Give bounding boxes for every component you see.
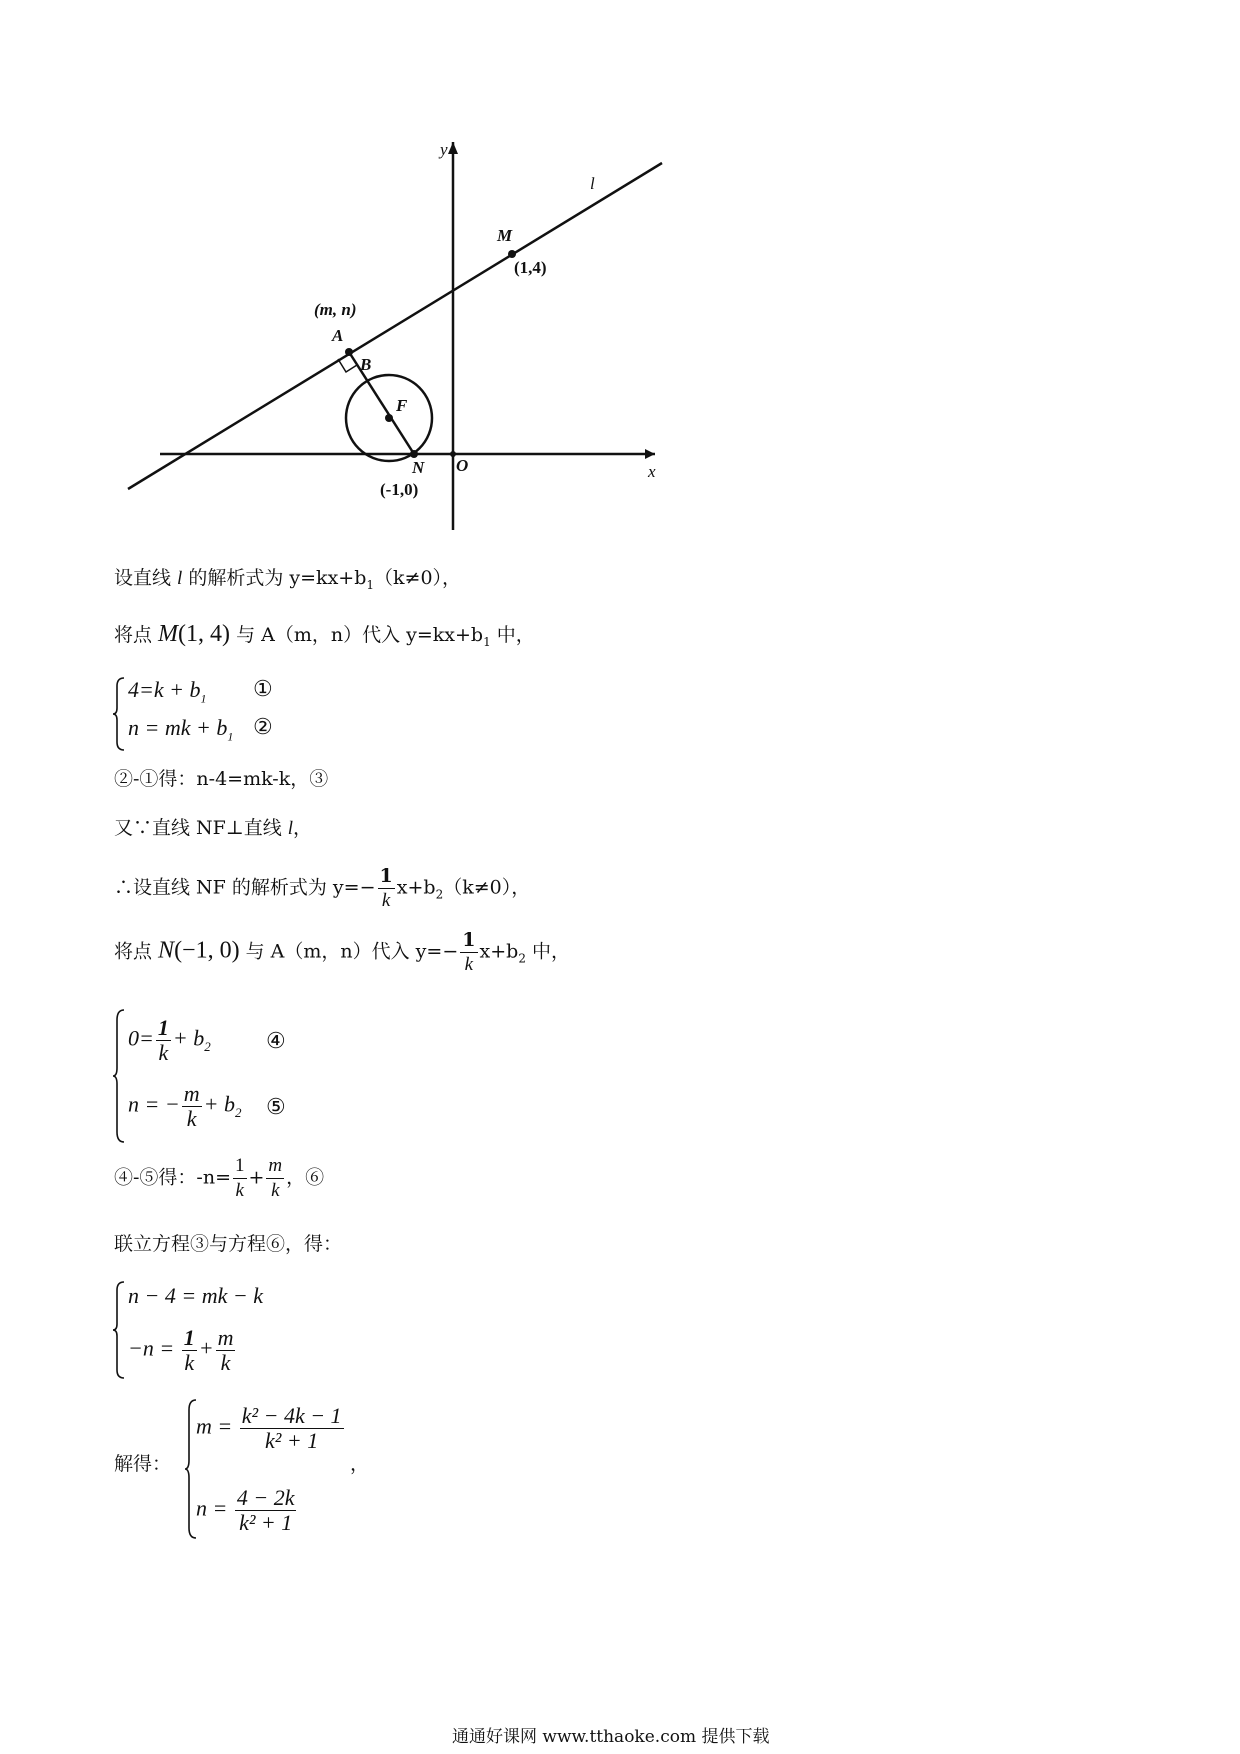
line-4-pre: 又∵直线 NF⊥直线 (114, 817, 288, 839)
point-B-label: B (360, 355, 372, 374)
system-4-eq1-num: k² − 4k − 1 (241, 1403, 342, 1428)
system-1-eq1-text: 4=k + b (128, 677, 201, 702)
line-5-den: k (381, 890, 391, 911)
line-6-coord: (−1, 0) (174, 937, 240, 964)
line-7-tail: ，⑥ (286, 1166, 325, 1189)
system-2-eq2-post: + b (203, 1091, 235, 1117)
line-6-post: x+b (479, 940, 519, 963)
system-3-brace (112, 1280, 126, 1380)
system-3-eq2-den1: k (184, 1350, 195, 1375)
line-6-pre: 将点 (114, 940, 159, 963)
system-1-brace (112, 676, 126, 752)
line-2-mid: 与 A（m，n）代入 y=kx+b (230, 624, 484, 646)
line-6 (114, 928, 570, 977)
line-2-sub: 1 (483, 634, 491, 649)
system-3-eq2-pre: −n = (128, 1335, 180, 1361)
point-M-label: M (497, 226, 513, 245)
system-1-eq2 (128, 716, 233, 748)
system-3-eq2 (128, 1326, 237, 1375)
line-4 (114, 816, 312, 841)
y-axis-arrow (448, 142, 458, 154)
line-5-tail: （k≠0）， (443, 876, 531, 899)
system-1-eq2-sub: 1 (227, 729, 234, 744)
system-4-eq1 (196, 1404, 346, 1453)
point-M-dot (508, 250, 516, 258)
system-2-eq2-pre: n = − (128, 1091, 180, 1117)
tag-5: ⑤ (266, 1095, 286, 1120)
line-7-plus: + (248, 1166, 265, 1189)
system-3-eq2-num1: 1 (183, 1325, 195, 1350)
line-2 (114, 622, 535, 654)
line-6-den: k (464, 954, 474, 975)
line-6-N: N (158, 937, 175, 964)
system-2-eq1-num: 1 (157, 1015, 169, 1040)
line-6-sub: 2 (518, 951, 526, 966)
line-2-M: M (158, 621, 179, 647)
system-4-eq2-pre: n = (196, 1495, 233, 1521)
line-1-sub: 1 (366, 577, 375, 592)
point-A-dot (345, 348, 353, 356)
system-3-eq2-plus: + (198, 1335, 214, 1361)
x-axis-arrow (645, 449, 655, 459)
line-l (128, 163, 662, 489)
line-5-pre: ∴设直线 NF 的解析式为 y=− (114, 876, 376, 899)
system-1-eq2-text: n = mk + b (128, 715, 228, 740)
y-axis-label: y (440, 140, 448, 159)
line-5-num: 1 (379, 865, 393, 887)
point-A-label: A (332, 326, 344, 345)
system-4-eq1-den: k² + 1 (265, 1428, 319, 1453)
x-axis-label: x (648, 462, 656, 481)
line-2-pre: 将点 (114, 624, 159, 646)
system-2-eq2-sub: 2 (234, 1104, 242, 1120)
line-6-tail: 中， (525, 940, 570, 963)
point-F-label: F (396, 396, 408, 415)
system-3-eq1: n − 4 = mk − k (128, 1283, 263, 1308)
line-7-den1: k (235, 1180, 244, 1201)
page-footer: 通通好课网 www.tthaoke.com 提供下载 (452, 1727, 770, 1747)
line-7-num1: 1 (233, 1154, 247, 1179)
point-N-label: N (412, 458, 425, 477)
system-2-eq1-den: k (158, 1040, 169, 1065)
system-2-eq1-post: + b (172, 1025, 205, 1051)
line-7-pre: ④-⑤得：-n= (114, 1166, 231, 1189)
line-4-tail: ， (293, 817, 313, 839)
line-l-label: l (590, 174, 595, 193)
line-5-post: x+b (396, 876, 436, 899)
point-N-dot (410, 450, 418, 458)
line-7 (114, 1154, 324, 1203)
tag-4: ④ (266, 1029, 286, 1054)
system-4-eq2-num: 4 − 2k (236, 1485, 295, 1510)
line-3: ②-①得：n-4=mk-k，③ (114, 768, 329, 790)
line-2-coord: (1, 4) (178, 621, 231, 647)
line-5 (114, 864, 530, 913)
point-M-coord: (1,4) (514, 258, 547, 277)
system-2-eq1-pre: 0= (128, 1025, 154, 1051)
coordinate-figure (0, 0, 1240, 560)
system-2-brace (112, 1008, 126, 1144)
system-2-eq2-num: m (183, 1081, 200, 1106)
system-2-eq1 (128, 1016, 211, 1065)
line-4-var: l (287, 818, 294, 839)
line-1-pre: 设直线 (114, 567, 178, 589)
point-F-dot (385, 414, 393, 422)
point-N-coord: (-1,0) (380, 480, 419, 499)
point-A-coord: (m, n) (314, 300, 357, 319)
line-1-post: 的解析式为 y=kx+b (182, 567, 367, 589)
system-2-eq2 (128, 1082, 241, 1131)
tag-2: ② (253, 715, 273, 740)
system-2-eq1-sub: 2 (204, 1038, 211, 1054)
line-2-tail: 中， (490, 624, 535, 646)
system-4-eq2 (196, 1486, 298, 1535)
line-1-tail: （k≠0）， (374, 567, 462, 589)
line-7-num2: m (266, 1154, 284, 1179)
origin-label: O (456, 456, 469, 475)
tag-1: ① (253, 677, 273, 702)
line-1 (114, 566, 461, 597)
line-7-den2: k (271, 1180, 280, 1201)
line-6-mid: 与 A（m，n）代入 y=− (239, 940, 459, 963)
system-4-eq2-den: k² + 1 (239, 1510, 293, 1535)
line-5-sub: 2 (435, 887, 444, 902)
system-1-eq1 (128, 678, 206, 710)
system-4-eq1-pre: m = (196, 1413, 238, 1439)
line-8: 联立方程③与方程⑥，得： (114, 1233, 343, 1255)
solution-tail: ， (350, 1453, 370, 1475)
solution-label: 解得： (114, 1453, 172, 1475)
system-3-eq2-den2: k (220, 1350, 231, 1375)
system-3-eq2-num2: m (217, 1325, 234, 1350)
system-2-eq2-den: k (186, 1106, 197, 1131)
line-6-num: 1 (462, 929, 476, 951)
system-1-eq1-sub: 1 (200, 691, 207, 706)
line-1-var: l (177, 568, 183, 589)
